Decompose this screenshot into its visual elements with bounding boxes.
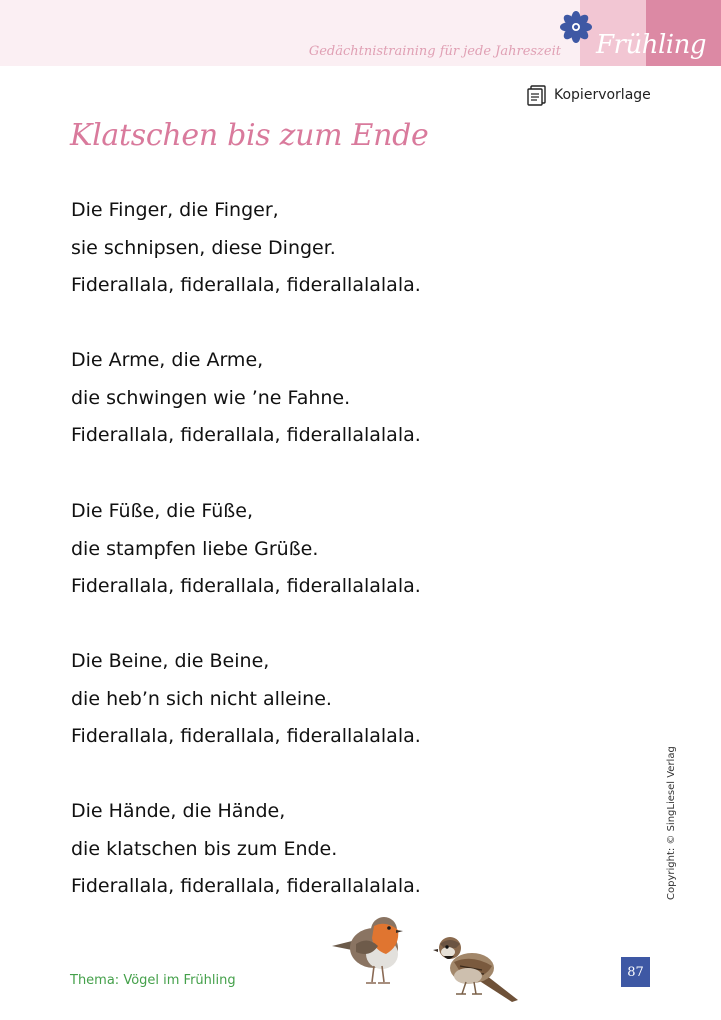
verse-line: sie schnipsen, diese Dinger. — [71, 236, 336, 259]
kopiervorlage-text: Kopiervorlage — [554, 87, 651, 103]
verse-line: Fiderallala, fiderallala, fiderallalalala. — [71, 424, 421, 447]
stanza — [71, 643, 421, 756]
verse-line: die klatschen bis zum Ende. — [71, 837, 338, 860]
sparrow-bird — [432, 932, 522, 1006]
verse-line: Die Beine, die Beine, — [71, 650, 270, 672]
robin-bird — [326, 906, 406, 990]
stanza — [71, 192, 421, 305]
page-title: Klatschen bis zum Ende — [70, 118, 429, 153]
document-icon — [526, 84, 548, 106]
verse-line: Die Hände, die Hände, — [71, 800, 286, 822]
stanza — [71, 342, 421, 455]
theme-label: Thema: Vögel im Frühling — [70, 973, 236, 988]
verse-line: Fiderallala, fiderallala, fiderallalalala. — [71, 575, 421, 598]
verse-line: Fiderallala, fiderallala, fiderallalalala. — [71, 274, 421, 297]
verse-line: Die Füße, die Füße, — [71, 500, 254, 522]
verse-line: die stampfen liebe Grüße. — [71, 537, 319, 560]
verse-line: Die Arme, die Arme, — [71, 349, 264, 371]
stanza — [71, 793, 421, 906]
copyright-notice: Copyright: © SingLiesel Verlag — [666, 746, 677, 900]
verse-line: die schwingen wie ’ne Fahne. — [71, 386, 351, 409]
kopiervorlage-label — [526, 84, 651, 106]
page-number: 87 — [621, 957, 650, 987]
flower-icon — [559, 10, 593, 44]
season-title: Frühling — [596, 30, 706, 60]
verse-line: Die Finger, die Finger, — [71, 199, 279, 221]
verse-line: die heb’n sich nicht alleine. — [71, 687, 332, 710]
stanza — [71, 493, 421, 606]
verse-line: Fiderallala, fiderallala, fiderallalalala. — [71, 725, 421, 748]
header-subtitle: Gedächtnistraining für jede Jahreszeit — [308, 44, 561, 59]
verse-line: Fiderallala, fiderallala, fiderallalalala. — [71, 875, 421, 898]
